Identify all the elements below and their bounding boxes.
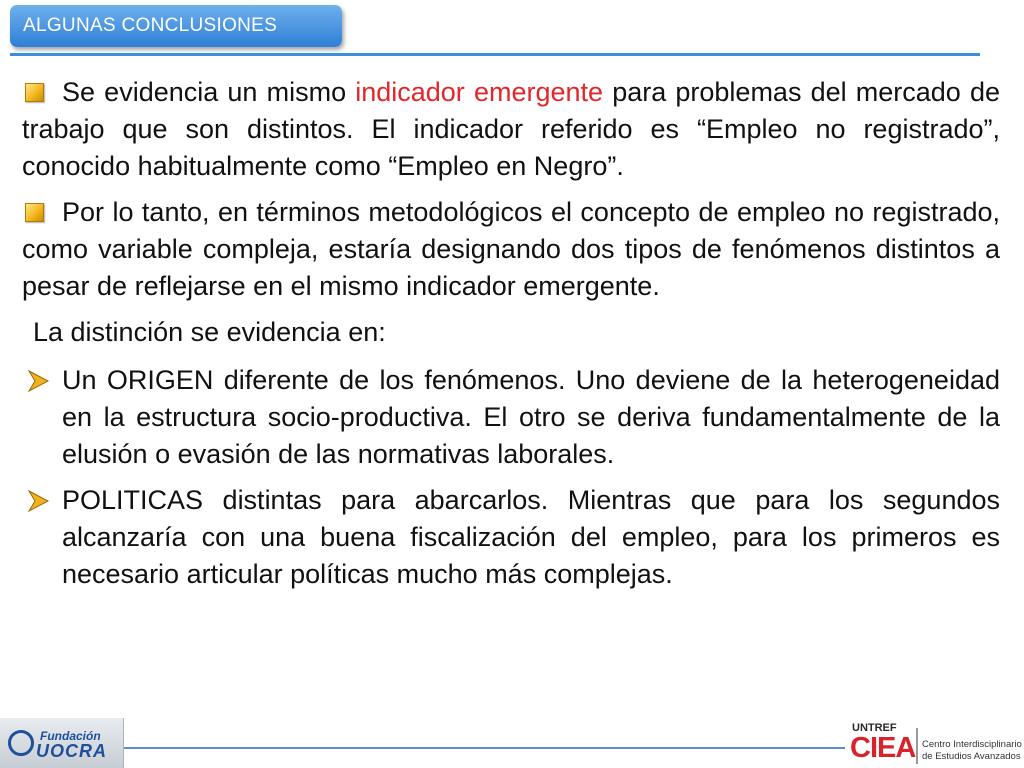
logo-separator [916,728,918,764]
arrow-bullet-icon [26,488,52,514]
highlighted-term: indicador emergente [355,77,604,107]
paragraph-1-text-end: para problemas del mercado de trabajo que son distintos. El indicador referido es “Empleo no registrado”, conocido habitualmente como “Empleo en Negro”. [22,77,1001,181]
distinction-intro: La distinción se evidencia en: [33,317,386,347]
conclusion-paragraph-2 [22,194,1000,305]
distinction-item-policies [22,482,1000,593]
fundacion-uocra-logo [0,718,124,768]
distinction-item-origin [22,362,1000,473]
distinction-item-text: Un ORIGEN diferente de los fenómenos. Uno deviene de la heterogeneidad en la estructura socio-productiva. El otro se deriva fundamentalmente de la elusión o evasión de las normativas laborales. [62,365,1000,469]
footer-divider [0,747,845,749]
logo-text-line2: UOCRA [36,741,107,761]
ciea-description-line1: Centro Interdisciplinario [922,739,1022,750]
paragraph-2-text: Por lo tanto, en términos metodológicos el concepto de empleo no registrado, como variable compleja, estaría designando dos tipos de fenómenos distintos a pesar de reflejarse en el mismo indicador emergente. [22,197,1000,301]
uocra-emblem-icon [8,730,34,756]
ciea-label: CIEA [850,732,916,764]
slide-body [22,74,1000,602]
untref-label: UNTREF [852,722,897,734]
header-divider [10,53,980,56]
untref-ciea-logo [850,722,1024,768]
paragraph-1-text-start: Se evidencia un mismo [62,77,356,107]
ciea-description-line2: de Estudios Avanzados [922,751,1021,762]
square-bullet-icon [25,203,44,222]
logo-text-line1: Fundación [40,729,101,743]
conclusion-paragraph-1 [22,74,1000,185]
section-title: ALGUNAS CONCLUSIONES [10,5,342,47]
arrow-bullet-icon [26,368,52,394]
distinction-item-text: POLITICAS distintas para abarcarlos. Mientras que para los segundos alcanzaría con una buena fiscalización del empleo, para los primeros es necesario articular políticas mucho más complejas. [62,485,1000,589]
square-bullet-icon [25,83,44,102]
